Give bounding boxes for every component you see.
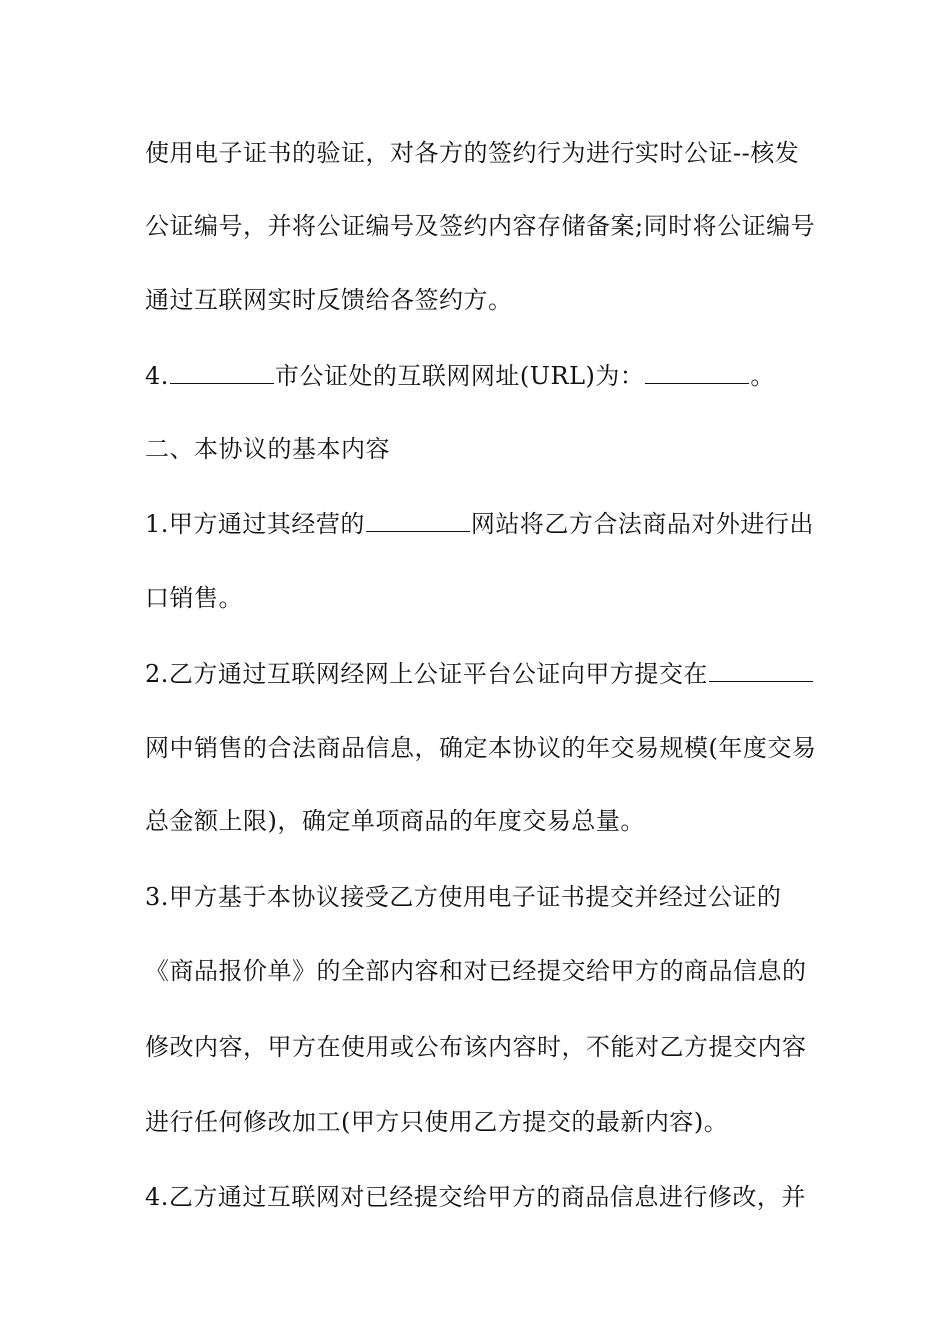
- text-line: [145, 211, 815, 241]
- text-line: [145, 361, 815, 391]
- text-segment: 网中销售的合法商品信息，确定本协议的年交易规模(年度交易: [145, 734, 817, 762]
- text-line: [145, 583, 815, 613]
- text-line: [145, 1182, 815, 1212]
- text-segment: 修改内容，甲方在使用或公布该内容时，不能对乙方提交内容: [145, 1033, 807, 1061]
- fill-in-blank: [170, 361, 274, 384]
- text-line: [145, 806, 815, 836]
- text-segment: 4.: [145, 362, 169, 390]
- text-line: [145, 138, 815, 168]
- text-segment: 进行任何修改加工(甲方只使用乙方提交的最新内容)。: [145, 1108, 729, 1136]
- text-segment: 《商品报价单》的全部内容和对已经提交给甲方的商品信息的: [145, 957, 807, 985]
- text-segment: 1.甲方通过其经营的: [145, 510, 365, 538]
- text-line: [145, 1032, 815, 1062]
- text-segment: 通过互联网实时反馈给各签约方。: [145, 286, 513, 314]
- text-segment: 口销售。: [145, 584, 243, 612]
- text-segment: 二、本协议的基本内容: [145, 435, 390, 463]
- text-segment: 总金额上限)，确定单项商品的年度交易总量。: [145, 807, 645, 835]
- text-segment: 4.乙方通过互联网对已经提交给甲方的商品信息进行修改，并: [145, 1183, 806, 1211]
- fill-in-blank: [645, 361, 749, 384]
- text-segment: 使用电子证书的验证，对各方的签约行为进行实时公证--核发: [145, 139, 800, 167]
- text-segment: 市公证处的互联网网址(URL)为：: [274, 362, 645, 390]
- text-line: [145, 285, 815, 315]
- text-line: [145, 956, 815, 986]
- text-line: [145, 733, 815, 763]
- text-segment: 网站将乙方合法商品对外进行出: [470, 510, 814, 538]
- section-heading: [145, 434, 815, 464]
- text-line: [145, 1107, 815, 1137]
- fill-in-blank: [709, 659, 813, 682]
- text-segment: 2.乙方通过互联网经网上公证平台公证向甲方提交在: [145, 660, 708, 688]
- text-line: [145, 659, 815, 689]
- text-segment: 。: [750, 362, 775, 390]
- fill-in-blank: [366, 509, 470, 532]
- text-line: [145, 509, 815, 539]
- text-segment: 3.甲方基于本协议接受乙方使用电子证书提交并经过公证的: [145, 883, 782, 911]
- text-line: [145, 882, 815, 912]
- text-segment: 公证编号，并将公证编号及签约内容存储备案;同时将公证编号: [145, 212, 816, 240]
